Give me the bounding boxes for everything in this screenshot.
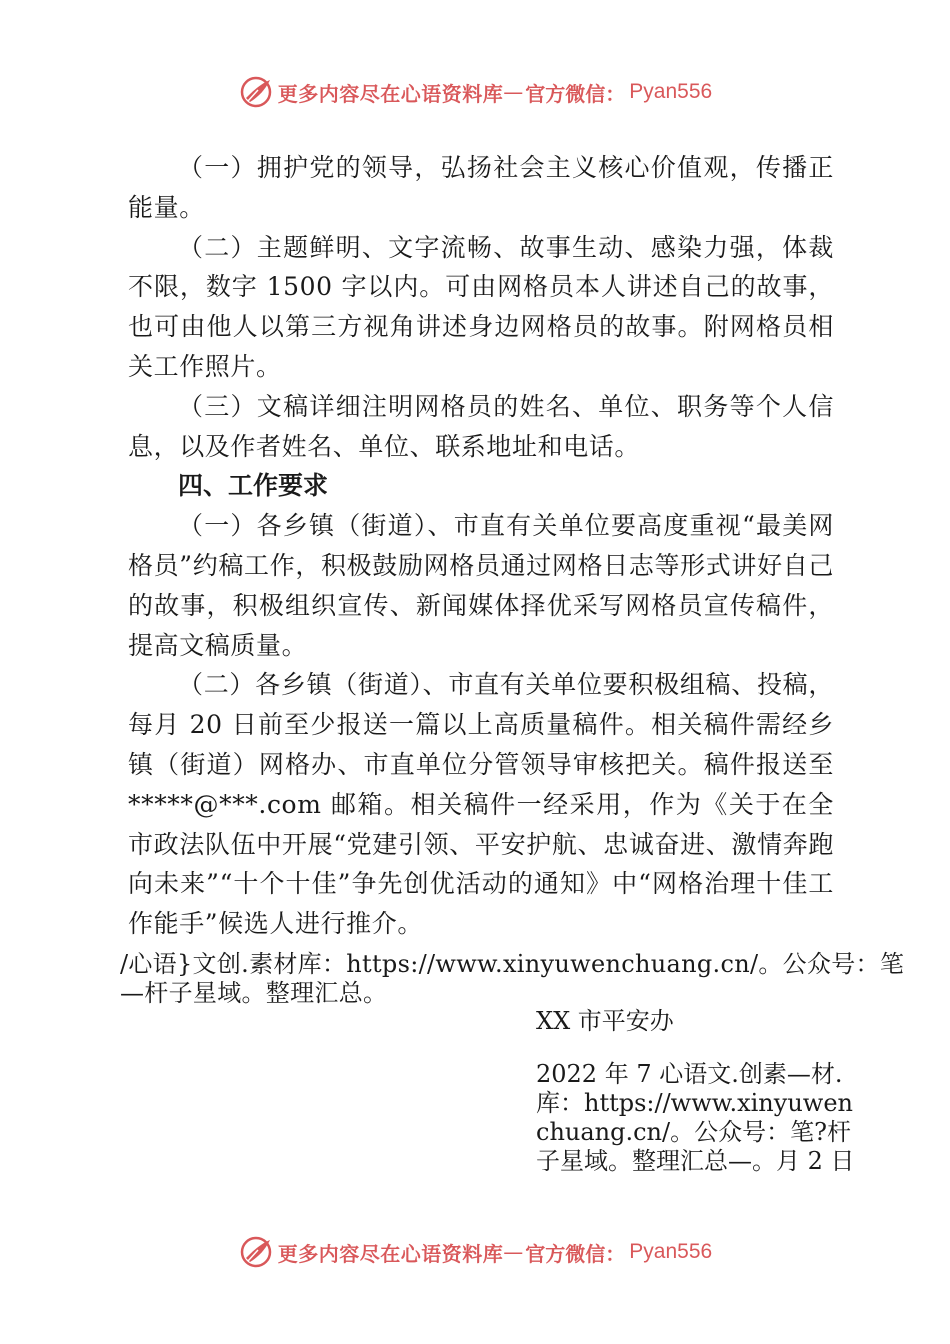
paragraph-3: （三）文稿详细注明网格员的姓名、单位、职务等个人信息，以及作者姓名、单位、联系地址和电话。 bbox=[128, 391, 834, 461]
banner-slogan: 更多内容尽在心语资料库 bbox=[277, 1241, 504, 1266]
banner-separator: — bbox=[503, 1240, 524, 1264]
banner-wechat-label: 官方微信： bbox=[525, 1241, 626, 1266]
quill-logo-icon bbox=[238, 1234, 274, 1270]
document-body bbox=[128, 148, 834, 944]
requirement-2: （二）各乡镇（街道）、市直有关单位要积极组稿、投稿，每月 20 日前至少报送一篇以上高质量稿件。相关稿件需经乡镇（街道）网格办、市直单位分管领导审核把关。稿件报送至*****@***.com 邮箱。相关稿件一经采用，作为《关于在全市政法队伍中开展“党建引领、平安护航、忠诚奋进、激情奔跑向未来”“十个十佳”争先创优活动的通知》中“网格治理十佳工作能手”候选人进行推介。 bbox=[128, 670, 834, 939]
footer-banner bbox=[0, 1232, 950, 1272]
banner-separator: — bbox=[503, 80, 524, 104]
quill-logo-icon bbox=[238, 74, 274, 110]
section-heading: 四、工作要求 bbox=[178, 471, 329, 501]
paragraph-1: （一）拥护党的领导，弘扬社会主义核心价值观，传播正能量。 bbox=[128, 153, 834, 222]
banner-slogan: 更多内容尽在心语资料库 bbox=[277, 81, 504, 106]
signature-date: 2022 年 7 心语文.创素—材.库：https://www.xinyuwenchuang.cn/。公众号：笔?杆子星域。整理汇总—。月 2 日 bbox=[536, 1060, 855, 1175]
banner-wechat-label: 官方微信： bbox=[525, 81, 626, 106]
signature-block bbox=[536, 1006, 856, 1176]
banner-wechat-id: Pyan556 bbox=[629, 80, 713, 103]
header-banner bbox=[0, 72, 950, 112]
paragraph-2: （二）主题鲜明、文字流畅、故事生动、感染力强，体裁不限，数字 1500 字以内。可由网格员本人讲述自己的故事，也可由他人以第三方视角讲述身边网格员的故事。附网格员相关工作照片。 bbox=[128, 232, 834, 381]
watermark-note: /心语}文创.素材库：https://www.xinyuwenchuang.cn/。公众号：笔—杆子星域。整理汇总。 bbox=[120, 950, 905, 1007]
requirement-1: （一）各乡镇（街道）、市直有关单位要高度重视“最美网格员”约稿工作，积极鼓励网格员通过网格日志等形式讲好自己的故事，积极组织宣传、新闻媒体择优采写网格员宣传稿件，提高文稿质量。 bbox=[128, 511, 834, 660]
signature-organization: XX 市平安办 bbox=[536, 1007, 674, 1035]
banner-wechat-id: Pyan556 bbox=[629, 1240, 713, 1263]
